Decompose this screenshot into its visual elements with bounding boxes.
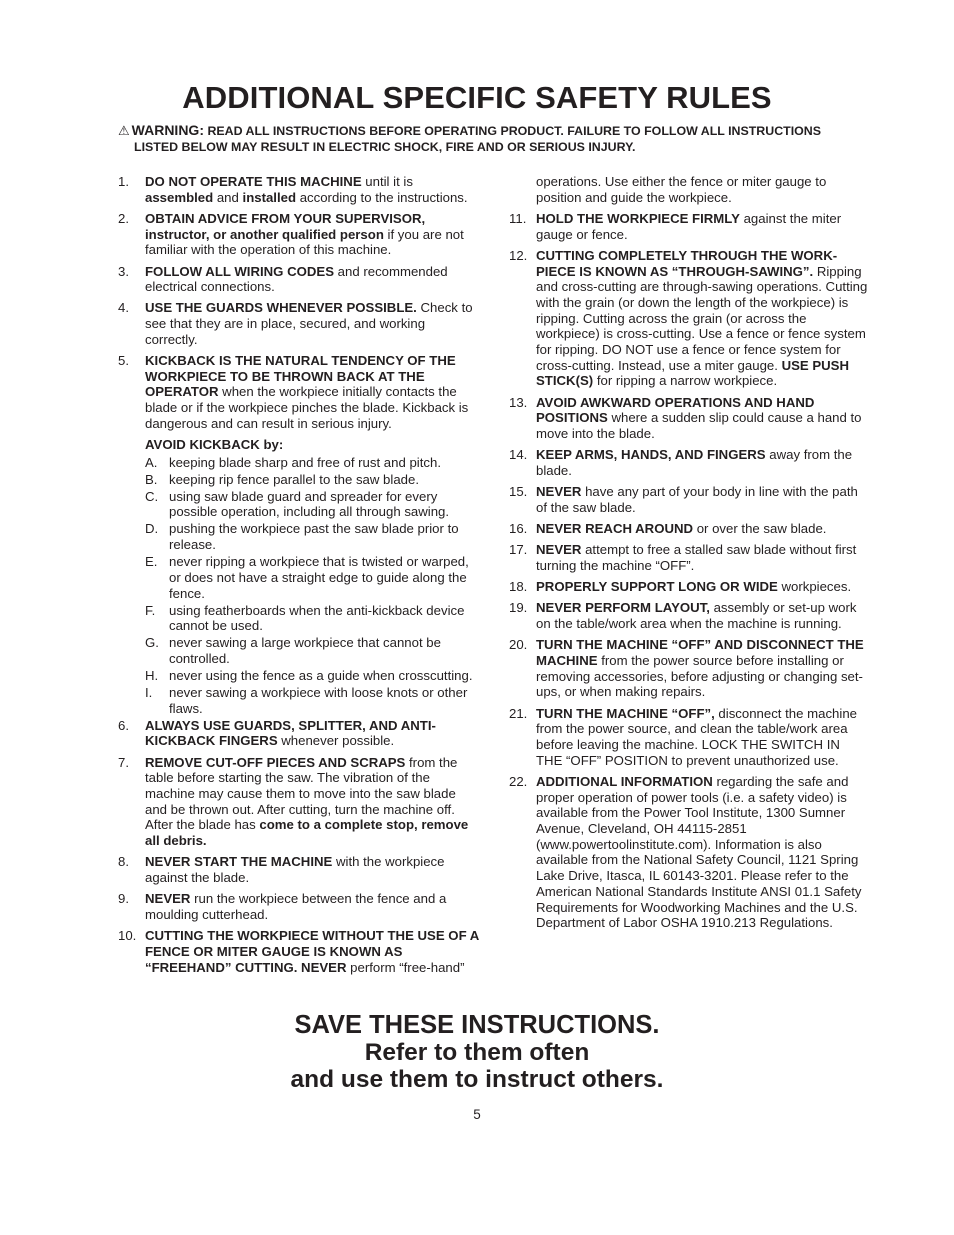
rule-number: 17. [509, 542, 528, 558]
rule-bold-text: TURN THE MACHINE “OFF”, [536, 705, 715, 721]
rule-number: 8. [118, 854, 129, 870]
rule-bold-text: ALWAYS USE GUARDS, SPLITTER, AND ANTI-KICKBACK FINGERS [145, 717, 436, 749]
kickback-subitem [118, 521, 480, 552]
subitem-letter: C. [145, 488, 159, 504]
rule-item [509, 447, 869, 478]
subitem-text: never ripping a workpiece that is twisted or warped, or does not have a straight edge to guide along the fence. [169, 554, 469, 601]
rule-text: and [213, 189, 243, 205]
rule-item [509, 521, 869, 537]
rule-number: 2. [118, 210, 129, 226]
rule-number: 4. [118, 300, 129, 316]
subitem-text: keeping blade sharp and free of rust and pitch. [169, 454, 441, 470]
rule-number: 21. [509, 705, 528, 721]
rule-number: 13. [509, 394, 528, 410]
rule-text: if you are not familiar with the operation of this machine. [145, 226, 464, 258]
rule-item [509, 579, 869, 595]
rule-item [118, 300, 480, 347]
rule-bold-text: NEVER REACH AROUND [536, 521, 694, 537]
rule-text: disconnect the machine from the power source, and clean the table/work area before leaving the machine. LOCK THE SWITCH IN THE “OFF” POSITION to prevent unauthorized use. [536, 705, 857, 768]
rule-text: from the power source before installing or removing accessories, before adjusting or changing set-ups, or when making repairs. [536, 652, 863, 700]
subitem-text: never sawing a large workpiece that cannot be controlled. [169, 635, 441, 666]
rule-number: 3. [118, 263, 129, 279]
rule-text: whenever possible. [277, 733, 395, 749]
warning-text-line2: LISTED BELOW MAY RESULT IN ELECTRIC SHOCK, FIRE AND OR SERIOUS INJURY. [134, 140, 636, 154]
rule-item [509, 542, 869, 573]
rules-column-right [509, 174, 869, 936]
kickback-subitem [118, 455, 480, 471]
warning-text-line1: READ ALL INSTRUCTIONS BEFORE OPERATING PRODUCT. FAILURE TO FOLLOW ALL INSTRUCTIONS [207, 124, 822, 138]
rule-bold-text: PROPERLY SUPPORT LONG OR WIDE [536, 579, 778, 595]
rule-item [118, 174, 480, 205]
subitem-letter: D. [145, 521, 159, 537]
subitem-letter: B. [145, 471, 158, 487]
kickback-subitem [118, 603, 480, 634]
rule-bold-text: OBTAIN ADVICE FROM YOUR SUPERVISOR, instructor, or another qualified person [145, 210, 426, 242]
rule-item [118, 718, 480, 749]
rule-item [118, 755, 480, 849]
rule-bold-text: NEVER [145, 891, 191, 907]
rule-number: 9. [118, 891, 129, 907]
rule-text: run the workpiece between the fence and a moulding cutterhead. [145, 891, 447, 922]
rule-item [509, 484, 869, 515]
footer-line-3: and use them to instruct others. [290, 1066, 664, 1093]
page-number: 5 [473, 1107, 481, 1122]
rule-bold-text: KICKBACK IS THE NATURAL TENDENCY OF THE WORKPIECE TO BE THROWN BACK AT THE OPERATOR [145, 353, 456, 400]
rule-number: 14. [509, 447, 528, 463]
rule-text: have any part of your body in line with the path of the saw blade. [536, 484, 858, 515]
kickback-subitem [118, 472, 480, 488]
subitem-letter: H. [145, 667, 159, 683]
rule-number: 10. [118, 928, 137, 944]
kickback-subitem [118, 489, 480, 520]
rule-text: regarding the safe and proper operation of power tools (i.e. a safety video) is available from the Power Tool Institute, 1300 Sumner Avenue, Cleveland, OH 44115-2851 (www.powertoolinstitute.com). Information is also available from the National Safety Council, 1121 Spring Lake Drive, Itasca, IL 60143-3201. Please refer to the American National Standards Institute ANSI 01.1 Safety Requirements for Woodworking Machines and the U.S. Department of Labor OSHA 1910.213 Regulations. [536, 773, 862, 931]
rule-item [509, 637, 869, 700]
rule-bold-text: REMOVE CUT-OFF PIECES AND SCRAPS [145, 754, 406, 770]
rule-continuation: operations. Use either the fence or miter gauge to position and guide the workpiece. [536, 174, 827, 205]
rule-bold-text: NEVER [536, 484, 582, 500]
kickback-heading: AVOID KICKBACK by: [145, 437, 284, 453]
subitem-letter: I. [145, 684, 153, 700]
rule-item [118, 891, 480, 922]
footer-line-2: Refer to them often [364, 1039, 590, 1066]
kickback-subitem [118, 554, 480, 601]
rule-number: 16. [509, 521, 528, 537]
rule-bold-text: FOLLOW ALL WIRING CODES [145, 263, 335, 279]
rule-text: with the workpiece against the blade. [145, 854, 445, 885]
rule-number: 20. [509, 637, 528, 653]
rules-column-left [118, 174, 480, 981]
rule-text: perform “free-hand” [346, 959, 465, 975]
rule-text: away from the blade. [536, 447, 853, 478]
rule-bold-text: KEEP ARMS, HANDS, AND FINGERS [536, 447, 766, 463]
rule-text: assembly or set-up work on the table/work area when the machine is running. [536, 600, 857, 632]
rule-text: or over the saw blade. [693, 521, 827, 537]
rule-number: 22. [509, 773, 528, 789]
rule-item [509, 600, 869, 631]
rule-item [509, 774, 869, 931]
rule-text: where a sudden slip could cause a hand to move into the blade. [536, 410, 862, 442]
rule-number: 5. [118, 353, 129, 369]
page-title: ADDITIONAL SPECIFIC SAFETY RULES [182, 80, 772, 115]
rule-item [118, 928, 480, 975]
rule-text: for ripping a narrow workpiece. [593, 373, 778, 389]
rule-text: Ripping and cross-cutting are through-sawing operations. Cutting with the grain (or down the length of the workpiece) is ripping. Cutting across the grain (or across the workpiece) is cross-cutting. Use a fence or fence system for ripping. DO NOT use a fence or fence system for cross-cutting. Instead, use a miter gauge. [536, 263, 868, 373]
rule-number: 7. [118, 754, 129, 770]
rule-bold-text: HOLD THE WORKPIECE FIRMLY [536, 210, 740, 226]
rule-number: 11. [509, 210, 527, 226]
rule-bold-text: ADDITIONAL INFORMATION [536, 773, 713, 789]
subitem-text: never sawing a workpiece with loose knots or other flaws. [169, 684, 468, 716]
rule-number: 6. [118, 717, 129, 733]
save-instructions-footer [0, 1012, 954, 1093]
rule-item [509, 211, 869, 242]
rule-bold-text: NEVER [536, 542, 582, 558]
rule-number: 18. [509, 579, 528, 595]
subitem-letter: E. [145, 554, 158, 570]
kickback-subitem [118, 668, 480, 684]
rule-text: against the miter gauge or fence. [536, 210, 842, 242]
rule-number: 1. [118, 174, 129, 189]
warning-block [118, 122, 878, 155]
rule-text: and recommended electrical connections. [145, 263, 448, 295]
rule-item [118, 353, 480, 432]
subitem-letter: A. [145, 454, 158, 470]
rule-bold-text: assembled [145, 189, 214, 205]
rule-item [118, 264, 480, 295]
rule-text: attempt to free a stalled saw blade without first turning the machine “OFF”. [536, 542, 857, 573]
rule-item [509, 248, 869, 389]
rule-text: from the table before starting the saw. The vibration of the machine may cause them to move into the saw blade and be thrown out. After cutting, turn the machine off. After the blade has [145, 754, 458, 833]
warning-label: WARNING: [131, 122, 204, 138]
rule-bold-text: installed [242, 189, 297, 205]
rule-number: 19. [509, 600, 528, 616]
rule-bold-text: NEVER START THE MACHINE [145, 854, 333, 870]
rule-text: workpieces. [777, 579, 852, 595]
rule-number: 15. [509, 484, 528, 500]
rule-item [118, 211, 480, 258]
kickback-subitem [118, 635, 480, 666]
subitem-text: using featherboards when the anti-kickback device cannot be used. [169, 602, 465, 634]
rule-bold-text: CUTTING COMPLETELY THROUGH THE WORK-PIECE IS KNOWN AS “THROUGH-SAWING”. [536, 247, 838, 279]
subitem-letter: F. [145, 602, 156, 618]
rule-item [509, 706, 869, 769]
rule-text: Check to see that they are in place, secured, and working correctly. [145, 300, 473, 347]
rule-number: 12. [509, 247, 528, 263]
rule-text: until it is [361, 174, 413, 189]
warning-triangle-icon: ⚠ [118, 123, 130, 138]
rule-bold-text: DO NOT OPERATE THIS MACHINE [145, 174, 362, 189]
subitem-letter: G. [145, 635, 159, 651]
subitem-text: keeping rip fence parallel to the saw blade. [169, 471, 419, 487]
footer-line-1: SAVE THESE INSTRUCTIONS. [294, 1011, 660, 1039]
rule-bold-text: CUTTING THE WORKPIECE WITHOUT THE USE OF A FENCE OR MITER GAUGE IS KNOWN AS “FREEHAND” CUTTING. NEVER [145, 928, 479, 975]
rule-item [509, 395, 869, 442]
subitem-text: pushing the workpiece past the saw blade prior to release. [169, 521, 459, 553]
rule-bold-text: USE PUSH STICK(S) [536, 357, 849, 389]
subitem-text: using saw blade guard and spreader for every possible operation, including all through sawing. [169, 488, 450, 520]
rule-bold-text: come to a complete stop, remove all debris. [145, 817, 469, 849]
rule-bold-text: AVOID AWKWARD OPERATIONS AND HAND POSITIONS [536, 394, 815, 426]
kickback-subitem [118, 685, 480, 716]
rule-bold-text: NEVER PERFORM LAYOUT, [536, 600, 710, 616]
rule-text: when the workpiece initially contacts the blade or if the workpiece pinches the blade. Kickback is dangerous and can result in serious injury. [145, 384, 469, 431]
rule-bold-text: USE THE GUARDS WHENEVER POSSIBLE. [145, 300, 417, 316]
subitem-text: never using the fence as a guide when crosscutting. [169, 667, 473, 683]
rule-item [118, 854, 480, 885]
rule-text: according to the instructions. [296, 189, 468, 205]
rule-bold-text: TURN THE MACHINE “OFF” AND DISCONNECT THE MACHINE [536, 637, 864, 668]
